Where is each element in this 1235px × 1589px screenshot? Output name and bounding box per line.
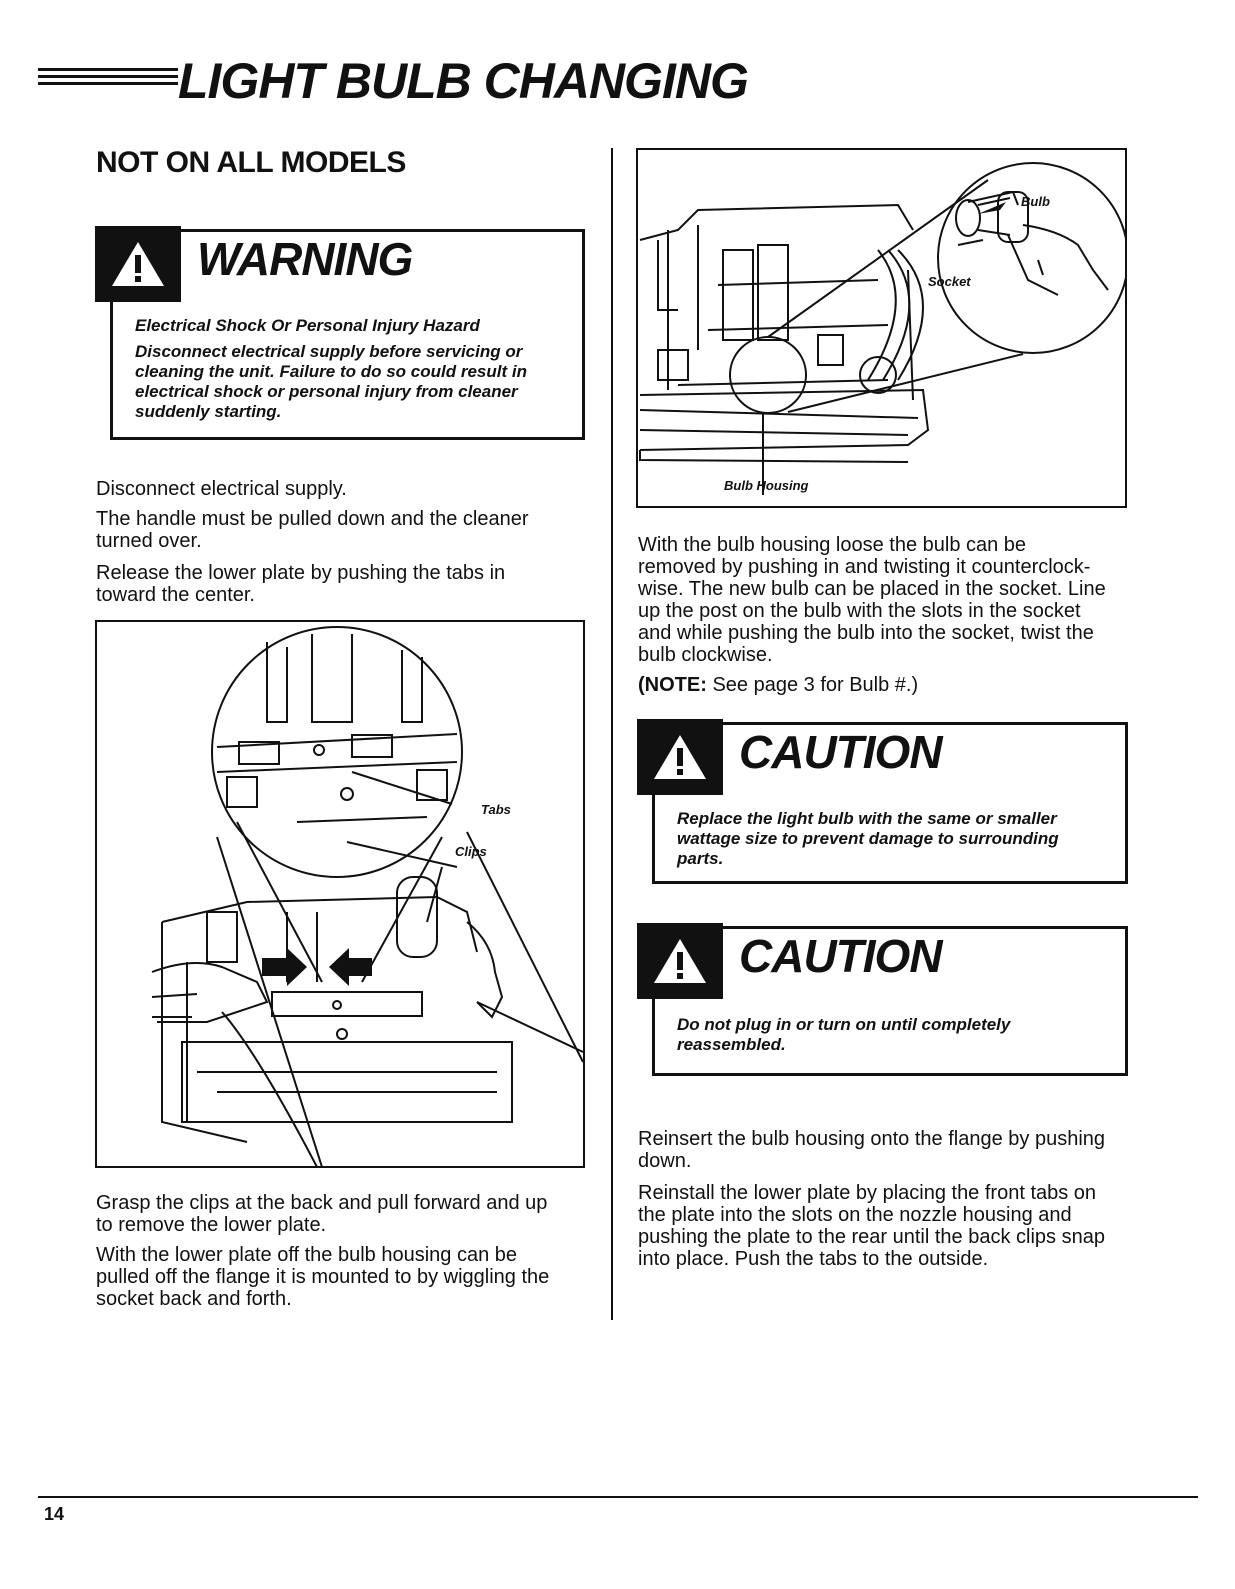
caution-icon bbox=[637, 923, 723, 999]
bulb-housing-figure bbox=[636, 148, 1127, 508]
text-line: up the post on the bulb with the slots in the socket bbox=[638, 600, 1081, 622]
tabs-label: Tabs bbox=[481, 802, 511, 817]
warning-text-line-3: cleaning the unit. Failure to do so could result in bbox=[135, 362, 527, 381]
page-number: 14 bbox=[44, 1504, 65, 1524]
text-line: wise. The new bulb can be placed in the socket. Line bbox=[638, 578, 1106, 600]
lower-plate-illustration bbox=[97, 622, 583, 1166]
caution-box-2 bbox=[652, 926, 1128, 1076]
text-line: Release the lower plate by pushing the tabs in bbox=[96, 562, 506, 584]
text-line: down. bbox=[638, 1150, 692, 1172]
step-remove-housing bbox=[96, 1244, 549, 1310]
caution-heading: CAUTION bbox=[739, 930, 942, 982]
column-divider bbox=[611, 148, 613, 1320]
text-line: Reinsert the bulb housing onto the flange by pushing bbox=[638, 1128, 1106, 1150]
title-decoration-bars bbox=[38, 68, 178, 92]
warning-text-line-2: Disconnect electrical supply before servicing or bbox=[135, 342, 523, 361]
text-line: to remove the lower plate. bbox=[96, 1214, 327, 1236]
warning-text-line-4: electrical shock or personal injury from cleaner bbox=[135, 382, 518, 401]
page-subtitle: NOT ON ALL MODELS bbox=[96, 146, 406, 179]
warning-text-line-5: suddenly starting. bbox=[135, 402, 282, 421]
caution-text-line-3: parts. bbox=[677, 849, 724, 868]
caution-heading: CAUTION bbox=[739, 726, 942, 778]
caution-box-1 bbox=[652, 722, 1128, 884]
bulb-housing-illustration bbox=[638, 150, 1125, 506]
lower-plate-figure bbox=[95, 620, 585, 1168]
warning-text-line-1: Electrical Shock Or Personal Injury Hazard bbox=[135, 316, 480, 335]
text-line: Reinstall the lower plate by placing the front tabs on bbox=[638, 1182, 1097, 1204]
bulb-note bbox=[638, 674, 918, 696]
bulb-label: Bulb bbox=[1021, 194, 1050, 209]
note-label: (NOTE: bbox=[638, 674, 707, 696]
footer-rule bbox=[38, 1496, 1198, 1498]
step-release-plate bbox=[96, 562, 505, 606]
caution-text-line-1: Replace the light bulb with the same or smaller bbox=[677, 809, 1057, 828]
clips-label: Clips bbox=[455, 844, 487, 859]
text-line: removed by pushing in and twisting it counterclock- bbox=[638, 556, 1091, 578]
bulb-housing-label: Bulb Housing bbox=[724, 478, 809, 493]
text-line: pushing the plate to the rear until the back clips snap bbox=[638, 1226, 1105, 1248]
text-line: With the lower plate off the bulb housing can be bbox=[96, 1244, 518, 1266]
text-line: toward the center. bbox=[96, 584, 255, 606]
text-line: into place. Push the tabs to the outside. bbox=[638, 1248, 989, 1270]
warning-box bbox=[110, 229, 585, 440]
warning-icon bbox=[95, 226, 181, 302]
text-line: The handle must be pulled down and the cleaner bbox=[96, 508, 529, 530]
step-grasp-clips bbox=[96, 1192, 547, 1236]
note-text: See page 3 for Bulb #.) bbox=[706, 674, 919, 696]
text-line: the plate into the slots on the nozzle housing and bbox=[638, 1204, 1072, 1226]
step-handle bbox=[96, 508, 529, 552]
text-line: and while pushing the bulb into the socket, twist the bbox=[638, 622, 1094, 644]
text-line: With the bulb housing loose the bulb can be bbox=[638, 534, 1027, 556]
text-line: socket back and forth. bbox=[96, 1288, 292, 1310]
socket-label: Socket bbox=[928, 274, 971, 289]
page-title: LIGHT BULB CHANGING bbox=[178, 53, 748, 109]
step-replace-bulb bbox=[638, 534, 1106, 666]
caution-text-line-2: wattage size to prevent damage to surrounding bbox=[677, 829, 1059, 848]
step-disconnect: Disconnect electrical supply. bbox=[96, 478, 347, 500]
caution-icon bbox=[637, 719, 723, 795]
text-line: pulled off the flange it is mounted to by wiggling the bbox=[96, 1266, 550, 1288]
caution-text-line-1: Do not plug in or turn on until completely bbox=[677, 1015, 1011, 1034]
warning-heading: WARNING bbox=[197, 233, 413, 285]
text-line: Grasp the clips at the back and pull forward and up bbox=[96, 1192, 548, 1214]
text-line: bulb clockwise. bbox=[638, 644, 773, 666]
step-reinstall-plate bbox=[638, 1182, 1105, 1270]
text-line: turned over. bbox=[96, 530, 202, 552]
caution-text-line-2: reassembled. bbox=[677, 1035, 786, 1054]
step-reinsert-housing bbox=[638, 1128, 1105, 1172]
